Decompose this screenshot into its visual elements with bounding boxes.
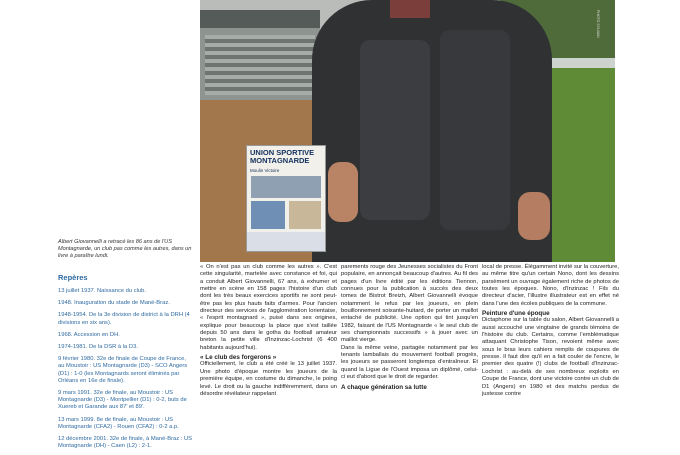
photo-credit: PHOTO SYLVAIN	[596, 10, 600, 38]
book-cover-footer	[247, 232, 325, 251]
article-paragraph: « On n'est pas un club comme les autres ». C'est cette singularité, martelée avec constance et foi, qui a conduit Albert Giovannelli, 67 ans, à exhumer et mettre en scène en 158 pages l'histoire d'un club dont les très beaux exercices sportifs ne sont peut-être pas les plus hauts faits d'armes. Pour l'ancien directeur des services de l'agglomération lorientaise, « l'esprit montagnard », puisé dans ses origines, explique pour beaucoup la place que s'est taillée depuis 50 ans dans le gotha du football amateur breton la petite ville d'Inzinzac-Lochrist (6 400 habitants aujourd'hui).	[200, 264, 337, 351]
book-cover-image	[289, 201, 321, 229]
article-subheading: Peinture d'une époque	[482, 310, 550, 318]
article-paragraph: Dans la même veine, partagée notamment par les tenants lamballais du mouvement football progrès, les joueurs se passeront longtemps d'entraîneur. Et quand la Ligue de l'Ouest imposa un diplômé, celui-ci eut d'abord que le droit de regarder.	[341, 344, 478, 381]
article-paragraph: Officiellement, le club a été créé le 13 juillet 1937. Une photo d'époque montre les joueurs de la première équipe, en costume du dimanche, le poing levé. Le droit ou la gauche indifféremment, dans un désordre révélateur rappelant	[200, 361, 337, 397]
article-paragraph: Dictaphone sur la table du salon, Albert Giovannelli a aussi accouché une vingtaine de grands témoins de l'histoire du club. Certains, comme l'emblématique attaquant Christophe Tison, revoient même avec sous le bras leurs cahiers remplis de coupures de presse. Il faut dire qu'il en a fait couler de l'encre, le premier des quatre (!) clubs de football d'Inzinzac-Lochrist : au-delà de ses nombreux exploits en Coupe de France, dont une victoire contre un club de D1 (Angers) en 1980 et des matchs perdus de justesse contre	[482, 317, 619, 397]
reperes-title: Repères	[58, 273, 88, 282]
article-paragraph: local de presse. Élégamment invité sur la couverture, au même titre qu'un certain Nono, dont les dessins parsèment un ouvrage également riche de photos de toutes les époques. Nono, d'Inzinzac ! Fils du directeur d'acier, l'illustre illustrateur est en effet né dans l'une des écoles publiques de la commune.	[482, 264, 619, 307]
photo-caption: Albert Giovannelli a retracé les 86 ans de l'US Montagnarde, un club pas comme les autres, dans un livre à paraître lundi.	[58, 239, 192, 259]
reperes-item: 1948-1954. De la 3e division de district à la DRH (4 divisions en six ans).	[58, 312, 190, 326]
article-subheading: A chaque génération sa lutte	[341, 383, 427, 391]
photo-jacket-right-panel	[440, 30, 510, 230]
reperes-item: 13 juillet 1937. Naissance du club.	[58, 288, 146, 294]
photo-hand-left	[328, 162, 358, 222]
article-column-1	[200, 264, 337, 398]
photo-grandstand-seats	[205, 35, 315, 95]
article-subheading: « Le club des forgerons »	[200, 354, 277, 362]
article-column-2	[341, 264, 478, 391]
reperes-item: 9 mars 1991. 32e de finale, au Moustoir : US Montagnarde (D3) - Montpellier (D1) : 0-2, buts de Xuereb et Garande aux 87' et 89'.	[58, 390, 187, 411]
reperes-item: 13 mars 1999. 8e de finale, au Moustoir : US Montagnarde (CFA2) - Rouen (CFA2) : 0-2 a.p.	[58, 416, 179, 430]
photo-collar	[390, 0, 430, 18]
article-paragraph: parements rouge des Jeunesses socialistes du Front populaire, en annonçait beaucoup d'autres. Au fil des pages d'un livre édité par les éditions Tiennon, connues pour la publication à succès des deux tomes de Bistrot Breizh, Albert Giovannelli évoque notamment le refus par les joueurs, en plein bouillonnement soixante-huitard, de porter un maillot entaché de publicité. Une option qui tint jusqu'en 1982, faisant de l'US Montagnarde « le seul club de ses championnats successifs » à jouer avec un maillot vierge.	[341, 264, 478, 344]
photo-jacket-left-panel	[360, 40, 430, 220]
article-column-3	[482, 264, 619, 398]
reperes-item: 1974-1981. De la DSR à la D3.	[58, 344, 138, 351]
photo-grandstand-roof	[200, 10, 320, 28]
book-subtitle: Moulin Victoire	[250, 168, 280, 173]
reperes-sidebar	[58, 273, 193, 455]
book-title: UNION SPORTIVE MONTAGNARDE	[250, 148, 315, 165]
reperes-item: 9 février 1980. 32e de finale de Coupe de France, au Moustoir : US Montagnarde (D3) - SCO Angers (D1) : 1-0 (les Montagnards seront éliminés par Orléans en 16e de finale).	[58, 356, 188, 384]
article-photo	[200, 0, 615, 262]
reperes-item: 1968. Accession en DH.	[58, 331, 120, 338]
photo-hand	[518, 192, 550, 240]
reperes-item: 1948. Inauguration du stade de Mané-Braz.	[58, 300, 170, 307]
photo-man-jacket	[312, 0, 552, 262]
book-cover-image	[251, 201, 285, 229]
reperes-item: 12 décembre 2001. 32e de finale, à Mané-Braz : US Montagnarde (DH) - Caen (L2) : 2-1.	[58, 436, 193, 450]
book-cover-image	[251, 176, 321, 198]
book-cover	[246, 145, 326, 252]
